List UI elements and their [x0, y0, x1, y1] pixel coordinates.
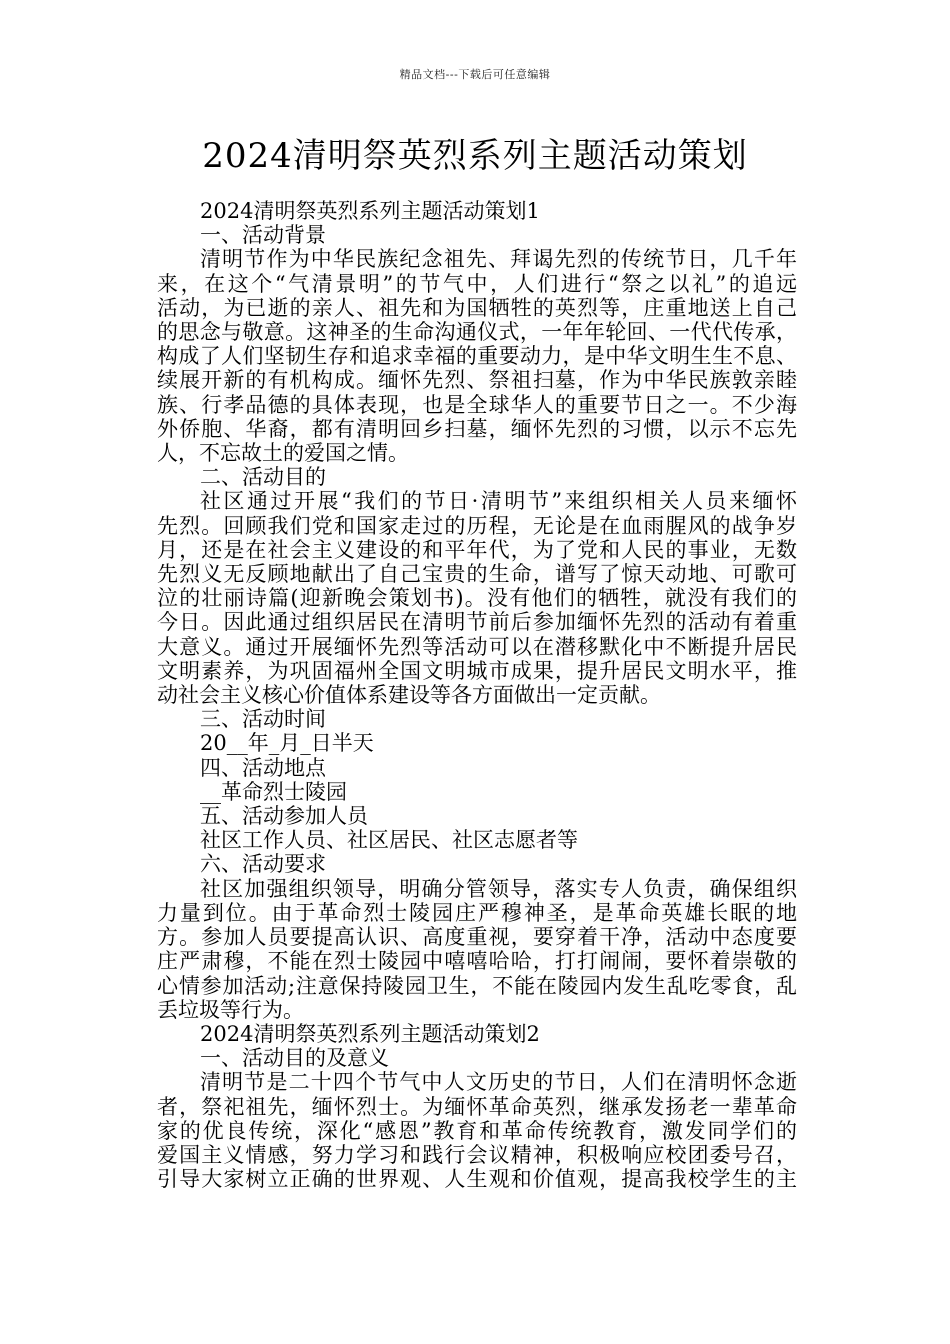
text-line: 引导大家树立正确的世界观、人生观和价值观，提高我校学生的主 — [157, 1167, 797, 1192]
text-line: 社区通过开展“我们的节日·清明节”来组织相关人员来缅怀 — [200, 489, 797, 514]
text-line: 人，不忘故土的爱国之情。 — [157, 441, 409, 466]
text-line: 清明节是二十四个节气中人文历史的节日，人们在清明怀念逝 — [200, 1070, 797, 1095]
text-line: 的思念与敬意。这神圣的生命沟通仪式，一年年轮回、一代代传承， — [157, 320, 797, 345]
text-line: 爱国主义情感，努力学习和践行会议精神，积极响应校团委号召， — [157, 1142, 797, 1167]
text-line: 2024清明祭英烈系列主题活动策划2 — [200, 1021, 540, 1046]
text-line: 文明素养，为巩固福州全国文明城市成果，提升居民文明水平，推 — [157, 658, 797, 683]
text-line: 社区加强组织领导，明确分管领导，落实专人负责，确保组织 — [200, 876, 797, 901]
text-line: 续展开新的有机构成。缅怀先烈、祭祖扫墓，作为中华民族敦亲睦 — [157, 368, 797, 393]
text-line: 外侨胞、华裔，都有清明回乡扫墓，缅怀先烈的习惯，以示不忘先 — [157, 416, 797, 441]
text-line: 清明节作为中华民族纪念祖先、拜谒先烈的传统节日，几千年 — [200, 247, 797, 272]
text-line: 力量到位。由于革命烈士陵园庄严穆神圣，是革命英雄长眠的地 — [157, 900, 797, 925]
text-line: 一、活动背景 — [200, 223, 326, 248]
text-line: __革命烈士陵园 — [200, 779, 347, 804]
text-line: 构成了人们坚韧生存和追求幸福的重要动力，是中华文明生生不息、 — [157, 344, 797, 369]
document-title: 2024清明祭英烈系列主题活动策划 — [202, 136, 748, 176]
text-line: 者，祭祀祖先，缅怀烈士。为缅怀革命英烈，继承发扬老一辈革命 — [157, 1094, 797, 1119]
text-line: 六、活动要求 — [200, 852, 326, 877]
text-line: 丢垃圾等行为。 — [157, 997, 304, 1022]
text-line: 一、活动目的及意义 — [200, 1046, 389, 1071]
text-line: 二、活动目的 — [200, 465, 326, 490]
text-line: 今日。因此通过组织居民在清明节前后参加缅怀先烈的活动有着重 — [157, 610, 797, 635]
text-line: 家的优良传统，深化“感恩”教育和革命传统教育，激发同学们的 — [157, 1118, 797, 1143]
header-note: 精品文档---下载后可任意编辑 — [399, 68, 551, 81]
text-line: 泣的壮丽诗篇(迎新晚会策划书)。没有他们的牺牲，就没有我们的 — [157, 586, 797, 611]
text-line: 来，在这个“气清景明”的节气中，人们进行“祭之以礼”的追远 — [157, 271, 797, 296]
text-line: 动社会主义核心价值体系建设等各方面做出一定贡献。 — [157, 683, 661, 708]
text-line: 月，还是在社会主义建设的和平年代，为了党和人民的事业，无数 — [157, 537, 797, 562]
text-line: 四、活动地点 — [200, 755, 326, 780]
text-line: 2024清明祭英烈系列主题活动策划1 — [200, 199, 540, 223]
text-line: 方。参加人员要提高认识、高度重视，要穿着干净，活动中态度要 — [157, 925, 797, 950]
text-line: 庄严肃穆，不能在烈士陵园中嘻嘻哈哈，打打闹闹，要怀着崇敬的 — [157, 949, 797, 974]
text-line: 大意义。通过开展缅怀先烈等活动可以在潜移默化中不断提升居民 — [157, 634, 797, 659]
text-line: 20__年_月_日半天 — [200, 731, 374, 756]
document-body — [157, 199, 797, 1191]
text-line: 社区工作人员、社区居民、社区志愿者等 — [200, 828, 578, 853]
text-line: 三、活动时间 — [200, 707, 326, 732]
text-line: 活动，为已逝的亲人、祖先和为国牺牲的英烈等，庄重地送上自己 — [157, 295, 797, 320]
text-line: 五、活动参加人员 — [200, 804, 368, 829]
text-line: 族、行孝品德的具体表现，也是全球华人的重要节日之一。不少海 — [157, 392, 797, 417]
text-line: 先烈义无反顾地献出了自己宝贵的生命，谱写了惊天动地、可歌可 — [157, 562, 797, 587]
text-line: 先烈。回顾我们党和国家走过的历程，无论是在血雨腥风的战争岁 — [157, 513, 797, 538]
text-line: 心情参加活动;注意保持陵园卫生，不能在陵园内发生乱吃零食，乱 — [157, 973, 797, 998]
